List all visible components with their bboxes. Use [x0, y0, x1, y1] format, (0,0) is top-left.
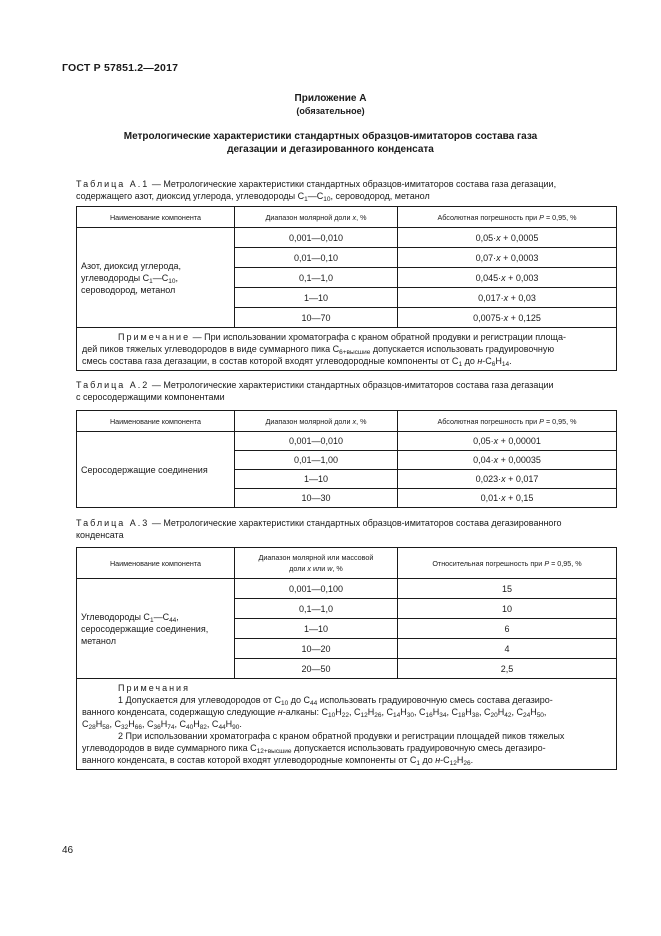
section-title: [0, 130, 661, 156]
table-cell-range: 10—30: [235, 489, 398, 508]
table-cell-range: 0,01—1,00: [235, 451, 398, 470]
table-header-error: Абсолютная погрешность при P = 0,95, %: [398, 207, 617, 228]
table-header-error: Абсолютная погрешность при P = 0,95, %: [398, 411, 617, 432]
note-label: Примечание: [118, 332, 191, 342]
table-a3-note-2: 2 При использовании хроматографа с краном обратной продувки и регистрации площадей пиков тяжелых: [118, 731, 565, 741]
table-cell-error: 15: [398, 579, 617, 599]
table-header-range: Диапазон молярной доли x, %: [235, 207, 398, 228]
table-a1: [76, 206, 617, 371]
table-cell-range: 0,001—0,010: [235, 432, 398, 451]
table-cell-error: 0,07·x + 0,0003: [398, 248, 617, 268]
table-cell-error: 0,01·x + 0,15: [398, 489, 617, 508]
appendix-status: (обязательное): [296, 106, 365, 116]
table-cell-error: 2,5: [398, 659, 617, 679]
table-cell-range: 0,001—0,100: [235, 579, 398, 599]
table-cell-error: 10: [398, 599, 617, 619]
table-cell-error: 0,023·x + 0,017: [398, 470, 617, 489]
table-cell-range: 1—10: [235, 470, 398, 489]
table-cell-range: 0,1—1,0: [235, 599, 398, 619]
table-header-error: Относительная погрешность при P = 0,95, %: [398, 548, 617, 579]
table-header-component: Наименование компонента: [77, 548, 235, 579]
table-cell-error: 0,017·x + 0,03: [398, 288, 617, 308]
table-a3-note-1: 1 Допускается для углеводородов от $C_{10}$ до $C_{44}$ использовать градуировочную смесь состава дегазиро-: [118, 695, 553, 707]
standard-number: ГОСТ Р 57851.2—2017: [62, 62, 179, 74]
table-a3-caption-line2: конденсата: [76, 530, 124, 540]
table-a2-label: Таблица А.2: [76, 380, 150, 390]
table-header-component: Наименование компонента: [77, 411, 235, 432]
table-cell-range: 0,01—0,10: [235, 248, 398, 268]
table-a1-caption-line1: — Метрологические характеристики стандартных образцов-имитаторов состава газа дегазации,: [149, 179, 557, 189]
table-cell-range: 10—20: [235, 639, 398, 659]
table-a2-caption-line1: — Метрологические характеристики стандартных образцов-имитаторов состава газа дегазации: [149, 380, 554, 390]
table-a1-caption: [76, 178, 616, 202]
table-cell-range: 20—50: [235, 659, 398, 679]
table-cell-range: 10—70: [235, 308, 398, 328]
table-cell-range: 0,1—1,0: [235, 268, 398, 288]
notes-label: Примечания: [118, 683, 190, 693]
table-cell-error: 0,05·x + 0,00001: [398, 432, 617, 451]
table-cell-range: 0,001—0,010: [235, 228, 398, 248]
table-cell-error: 0,045·x + 0,003: [398, 268, 617, 288]
table-header-component: Наименование компонента: [77, 207, 235, 228]
table-a3-caption: [76, 517, 616, 541]
table-cell-error: 0,05·x + 0,0005: [398, 228, 617, 248]
section-title-line1: Метрологические характеристики стандартных образцов-имитаторов состава газа: [123, 131, 538, 142]
table-a3: [76, 547, 617, 770]
table-a3-caption-line1: — Метрологические характеристики стандартных образцов-имитаторов состава дегазированного: [149, 518, 562, 528]
table-header-range: Диапазон молярной доли x, %: [235, 411, 398, 432]
table-cell-range: 1—10: [235, 619, 398, 639]
table-a1-component: Азот, диоксид углерода, углеводороды $C_1—C_{10}$, сероводород, метанол: [77, 228, 235, 328]
table-a2-caption: [76, 379, 616, 403]
table-cell-range: 1—10: [235, 288, 398, 308]
table-cell-error: 0,04·x + 0,00035: [398, 451, 617, 470]
table-a1-note: Примечание — При использовании хроматографа с краном обратной продувки и регистрации площа- дей пиков тяжелых углеводородов в виде суммарного пика $C_{6+высшие}$ допускается использовать градуировочную смесь состава газа дегазации, в состав которой входят углеводородные компоненты от $C_1$ до $н-C_6H_{14}$.: [77, 328, 617, 371]
table-cell-error: 0,0075·x + 0,125: [398, 308, 617, 328]
table-a1-caption-line2: содержащего азот, диоксид углерода, углеводороды $C_1—C_{10}$, сероводород, метанол: [76, 191, 430, 203]
appendix-title: Приложение А: [294, 93, 367, 104]
table-cell-error: 6: [398, 619, 617, 639]
table-header-range: Диапазон молярной или массовой доли x или w, %: [235, 548, 398, 579]
table-a3-component: Углеводороды $C_1—C_{44}$, серосодержащие соединения, метанол: [77, 579, 235, 679]
table-a3-label: Таблица А.3: [76, 518, 150, 528]
table-cell-error: 4: [398, 639, 617, 659]
page-number: 46: [62, 845, 74, 856]
table-a2-caption-line2: с серосодержащими компонентами: [76, 392, 225, 402]
table-a3-notes: Примечания 1 Допускается для углеводородов от $C_{10}$ до $C_{44}$ использовать градуировочную смесь состава дегазиро- ванного конденсата, содержащую следующие н-алканы: $C_{10}H_{22}$, $C_{12}H_{26}$, $C_{14}H_{30}$, $C_{16}H_{34}$, $C_{18}H_{38}$, $C_{20}H_{42}$, $C_{24}H_{50}$, $C_{28}H_{58}$, $C_{32}H_{66}$, $C_{36}H_{74}$, $C_{40}H_{82}$, $C_{44}H_{90}$. 2 При использовании хроматографа с краном обратной продувки и регистрации площадей пиков тяжелых углеводородов в виде суммарного пика $C_{12+высшие}$ допускается использовать градуировочную смесь дегазиро- ванного конденсата, в состав которой входят углеводородные компоненты от $C_1$ до $н-C_{12}H_{26}$.: [77, 679, 617, 770]
section-title-line2: дегазации и дегазированного конденсата: [227, 144, 434, 155]
table-a2: [76, 410, 617, 508]
table-a1-label: Таблица А.1: [76, 179, 150, 189]
table-a2-component: Серосодержащие соединения: [77, 432, 235, 508]
